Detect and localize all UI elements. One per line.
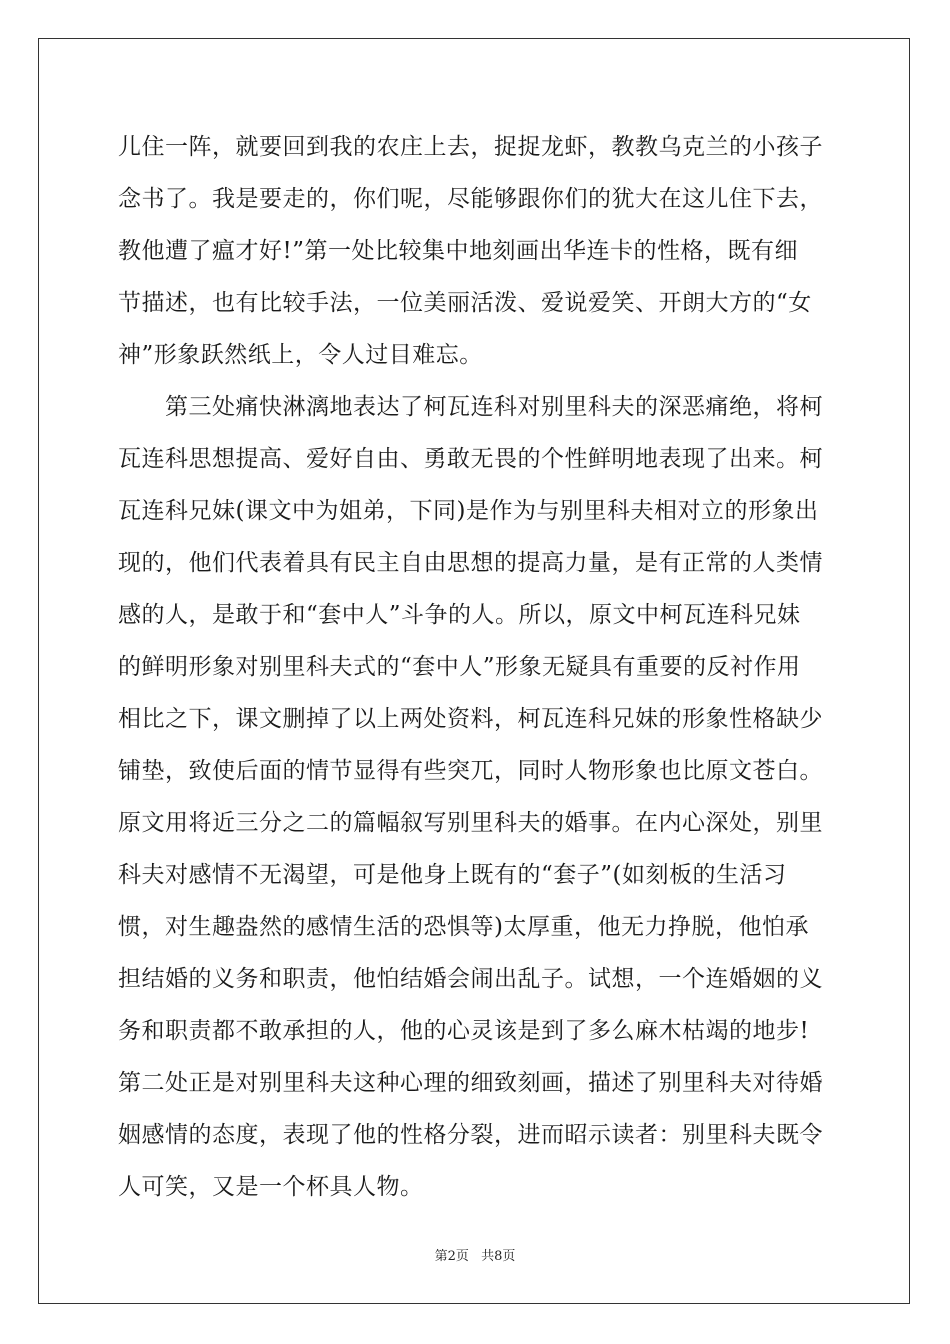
text-line: 科夫对感情不无渴望，可是他身上既有的“套子”(如刻板的生活习 bbox=[118, 862, 787, 888]
text-line: 现的，他们代表着具有民主自由思想的提高力量，是有正常的人类情 bbox=[118, 550, 823, 576]
text-line: 务和职责都不敢承担的人，他的心灵该是到了多么麻木枯竭的地步! bbox=[118, 1018, 810, 1044]
text-line: 的鲜明形象对别里科夫式的“套中人”形象无疑具有重要的反衬作用 bbox=[118, 654, 801, 680]
text-line: 姻感情的态度，表现了他的性格分裂，进而昭示读者：别里科夫既令 bbox=[118, 1122, 823, 1148]
text-line: 念书了。我是要走的，你们呢，尽能够跟你们的犹大在这儿住下去， bbox=[118, 186, 823, 212]
text-line: 教他遭了瘟才好!”第一处比较集中地刻画出华连卡的性格，既有细 bbox=[118, 238, 799, 264]
text-line: 儿住一阵，就要回到我的农庄上去，捉捉龙虾，教教乌克兰的小孩子 bbox=[118, 134, 823, 160]
text-line: 铺垫，致使后面的情节显得有些突兀，同时人物形象也比原文苍白。 bbox=[118, 758, 823, 784]
text-line: 第二处正是对别里科夫这种心理的细致刻画，描述了别里科夫对待婚 bbox=[118, 1070, 823, 1096]
page-number: 第2页 bbox=[434, 1249, 469, 1264]
text-line: 原文用将近三分之二的篇幅叙写别里科夫的婚事。在内心深处，别里 bbox=[118, 810, 823, 836]
text-line: 人可笑，又是一个杯具人物。 bbox=[118, 1174, 424, 1200]
text-line: 第三处痛快淋漓地表达了柯瓦连科对别里科夫的深恶痛绝，将柯 bbox=[118, 394, 823, 420]
text-line: 感的人，是敢于和“套中人”斗争的人。所以，原文中柯瓦连科兄妹 bbox=[118, 602, 801, 628]
page-footer bbox=[0, 1245, 950, 1264]
text-line: 瓦连科思想提高、爱好自由、勇敢无畏的个性鲜明地表现了出来。柯 bbox=[118, 446, 823, 472]
text-line: 惯，对生趣盎然的感情生活的恐惧等)太厚重，他无力挣脱，他怕承 bbox=[118, 914, 809, 940]
text-line: 相比之下，课文删掉了以上两处资料，柯瓦连科兄妹的形象性格缺少 bbox=[118, 706, 823, 732]
page-total: 共8页 bbox=[481, 1249, 516, 1264]
text-line: 节描述，也有比较手法，一位美丽活泼、爱说爱笑、开朗大方的“女 bbox=[118, 290, 812, 316]
text-line: 神”形象跃然纸上，令人过目难忘。 bbox=[118, 342, 483, 368]
text-line: 担结婚的义务和职责，他怕结婚会闹出乱子。试想，一个连婚姻的义 bbox=[118, 966, 823, 992]
text-line: 瓦连科兄妹(课文中为姐弟，下同)是作为与别里科夫相对立的形象出 bbox=[118, 498, 819, 524]
